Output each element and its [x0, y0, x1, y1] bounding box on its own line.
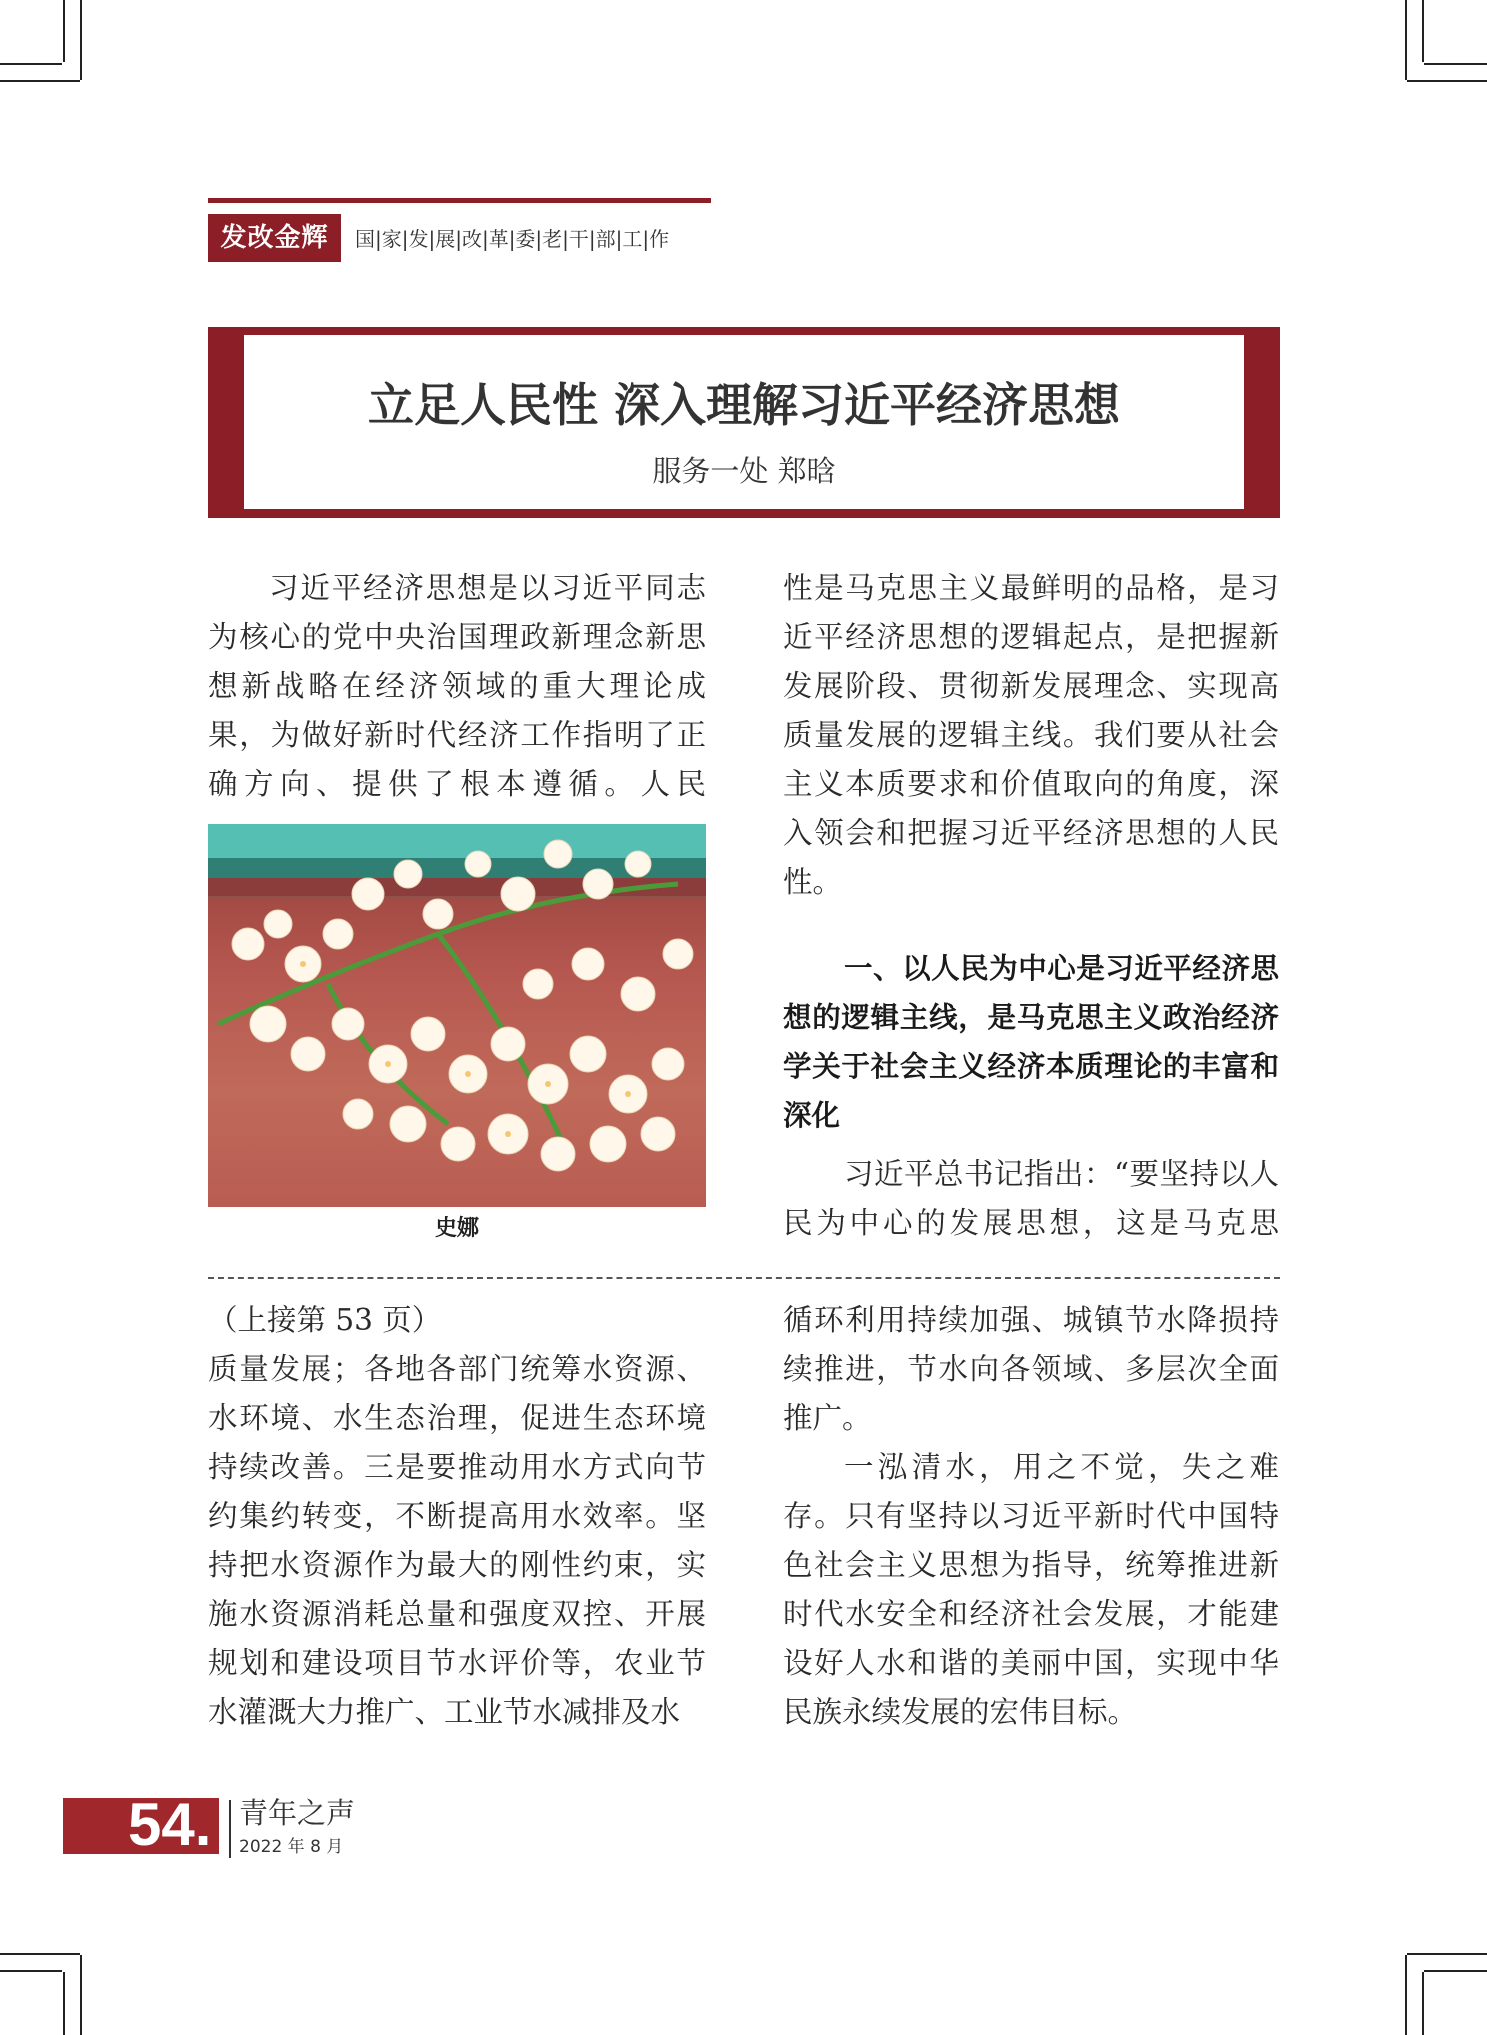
continued-label: （上接第 53 页） [208, 1303, 442, 1337]
column-subtitle: 国|家|发|展|改|革|委|老|干|部|工|作 [355, 227, 670, 251]
crop-mark [1407, 80, 1487, 82]
intro-paragraph-left: 习近平经济思想是以习近平同志为核心的党中央治国理政新理念新思想新战略在经济领域的重大理论成果，为做好新时代经济工作指明了正确方向、提供了根本遵循。人民 [208, 571, 706, 801]
crop-mark [0, 1970, 62, 1972]
section-divider [208, 1277, 1280, 1279]
issue-date: 2022 年 8 月 [239, 1837, 344, 1857]
continued-paragraph-left: 质量发展；各地各部门统筹水资源、水环境、水生态治理，促进生态环境持续改善。三是要推动用水方式向节约集约转变，不断提高用水效率。坚持把水资源作为最大的刚性约束，实施水资源消耗总量和强度双控、开展规划和建设项目节水评价等，农业节水灌溉大力推广、工业节水减排及水 [208, 1352, 706, 1729]
crop-mark [0, 63, 62, 65]
continued-paragraph-right-a: 循环利用持续加强、城镇节水降损持续推进，节水向各领域、多层次全面推广。 [783, 1303, 1279, 1435]
article-title: 立足人民性 深入理解习近平经济思想 [367, 378, 1120, 432]
section-heading-1: 一、以人民为中心是习近平经济思想的逻辑主线，是马克思主义政治经济学关于社会主义经济本质理论的丰富和深化 [783, 952, 1279, 1132]
crop-mark [80, 1955, 82, 2035]
title-box [208, 327, 1280, 518]
header-rule [208, 198, 711, 203]
crop-mark [1407, 1953, 1487, 1955]
footer-divider [229, 1800, 231, 1858]
crop-mark [1405, 1955, 1407, 2035]
article-author: 服务一处 郑晗 [652, 454, 836, 488]
crop-mark [1424, 1970, 1487, 1972]
photo-caption: 史娜 [434, 1215, 479, 1241]
crop-mark [63, 0, 65, 62]
crop-mark [1422, 1972, 1424, 2035]
crop-mark [0, 80, 80, 82]
crop-mark [1424, 63, 1487, 65]
page-number: 54. [128, 1791, 212, 1858]
lilac-photo [208, 824, 706, 1207]
section-1-paragraph: 习近平总书记指出：“要坚持以人民为中心的发展思想，这是马克思 [783, 1157, 1279, 1240]
continued-paragraph-right-b: 一泓清水，用之不觉，失之难存。只有坚持以习近平新时代中国特色社会主义思想为指导，统筹推进新时代水安全和经济社会发展，才能建设好人水和谐的美丽中国，实现中华民族永续发展的宏伟目标。 [783, 1450, 1279, 1729]
crop-mark [1422, 0, 1424, 62]
column-logo: 发改金辉 [208, 214, 341, 262]
intro-paragraph-right: 性是马克思主义最鲜明的品格，是习近平经济思想的逻辑起点，是把握新发展阶段、贯彻新发展理念、实现高质量发展的逻辑主线。我们要从社会主义本质要求和价值取向的角度，深入领会和把握习近平经济思想的人民性。 [783, 571, 1279, 899]
crop-mark [63, 1972, 65, 2035]
title-panel [244, 335, 1244, 509]
crop-mark [1405, 0, 1407, 80]
crop-mark [0, 1953, 80, 1955]
crop-mark [80, 0, 82, 80]
magazine-name: 青年之声 [239, 1796, 356, 1830]
